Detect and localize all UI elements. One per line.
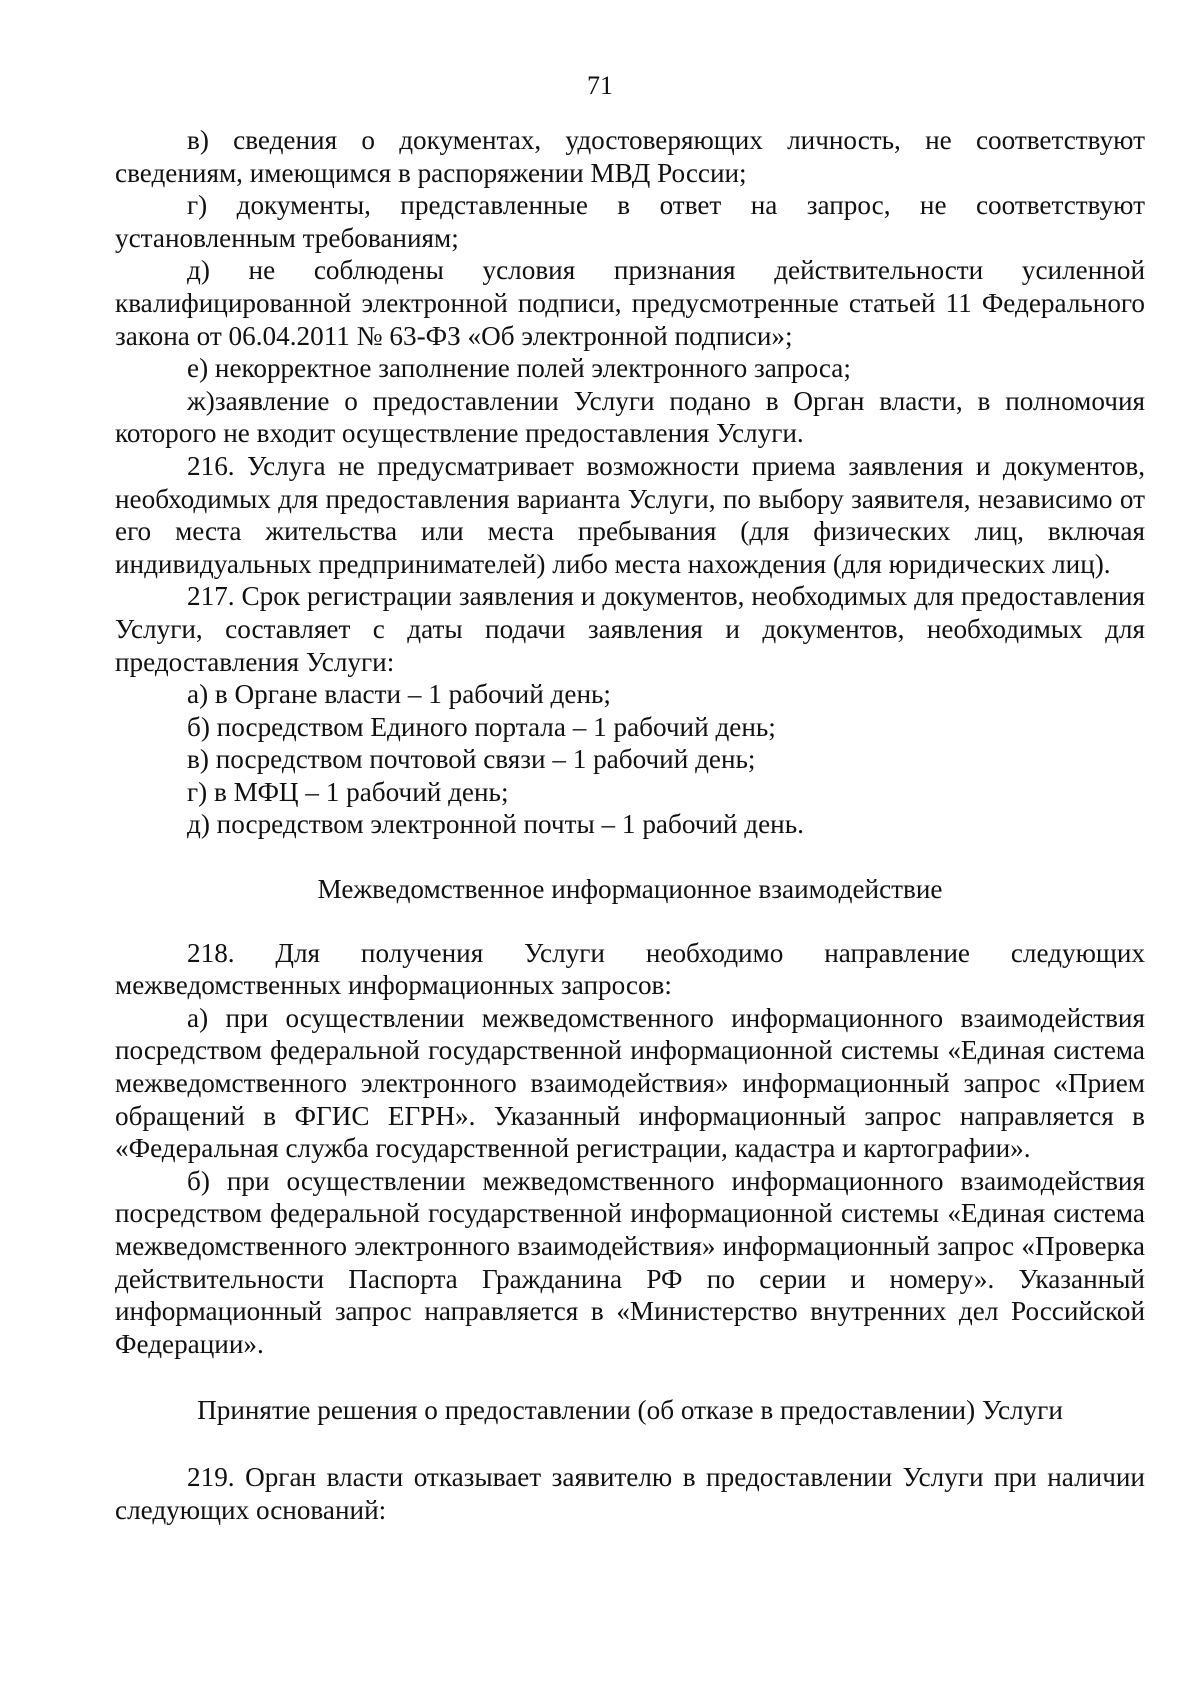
list-item-g-mfc-term: г) в МФЦ – 1 рабочий день; (187, 776, 509, 807)
section-heading-interagency: Межведомственное информационное взаимодействие (317, 874, 943, 905)
paragraph-219: 219. Орган власти отказывает заявителю в предоставлении Услуги при наличии следующих оснований: (115, 1461, 1145, 1525)
list-item-a-authority-term: а) в Органе власти – 1 рабочий день; (187, 679, 611, 710)
section-heading-decision: Принятие решения о предоставлении (об отказе в предоставлении) Услуги (197, 1395, 1063, 1426)
paragraph-217: 217. Срок регистрации заявления и документов, необходимых для предоставления Услуги, составляет с даты подачи заявления и документов, необходимых для предоставления Услуги: (115, 581, 1145, 677)
list-item-d-signature: д) не соблюдены условия признания действительности усиленной квалифицированной электронной подписи, предусмотренные статьей 11 Федерального закона от 06.04.2011 № 63-ФЗ «Об электронной подписи»; (115, 255, 1145, 351)
list-item-g-response-docs: г) документы, представленные в ответ на запрос, не соответствуют установленным требованиям; (115, 190, 1145, 253)
paragraph-218: 218. Для получения Услуги необходимо направление следующих межведомственных информационных запросов: (115, 937, 1145, 1001)
list-item-v-postal-term: в) посредством почтовой связи – 1 рабочий день; (187, 744, 756, 775)
list-item-a-egrn-request: а) при осуществлении межведомственного информационного взаимодействия посредством федеральной государственной информационной системы «Единая система межведомственного электронного взаимодействия» информационный запрос «Прием обращений в ФГИС ЕГРН». Указанный информационный запрос направляется в «Федеральная служба государственной регистрации, кадастра и картографии». (115, 1002, 1145, 1164)
page-number: 71 (587, 71, 613, 100)
list-item-zh-authority: ж)заявление о предоставлении Услуги подано в Орган власти, в полномочия которого не входит осуществление предоставления Услуги. (115, 385, 1145, 449)
list-item-b-passport-request: б) при осуществлении межведомственного информационного взаимодействия посредством федеральной государственной информационной системы «Единая система межведомственного электронного взаимодействия» информационный запрос «Проверка действительности Паспорта Гражданина РФ по серии и номеру». Указанный информационный запрос направляется в «Министерство внутренних дел Российской Федерации». (115, 1165, 1145, 1359)
paragraph-216: 216. Услуга не предусматривает возможности приема заявления и документов, необходимых для предоставления варианта Услуги, по выбору заявителя, независимо от его места жительства или места пребывания (для физических лиц, включая индивидуальных предпринимателей) либо места нахождения (для юридических лиц). (115, 450, 1145, 579)
list-item-e-fields: е) некорректное заполнение полей электронного запроса; (187, 353, 851, 384)
document-body (115, 124, 1145, 1526)
list-item-b-portal-term: б) посредством Единого портала – 1 рабочий день; (187, 711, 776, 742)
list-item-d-email-term: д) посредством электронной почты – 1 рабочий день. (187, 809, 804, 840)
list-item-v-identity-docs: в) сведения о документах, удостоверяющих личность, не соответствуют сведениям, имеющимся в распоряжении МВД России; (115, 125, 1145, 188)
